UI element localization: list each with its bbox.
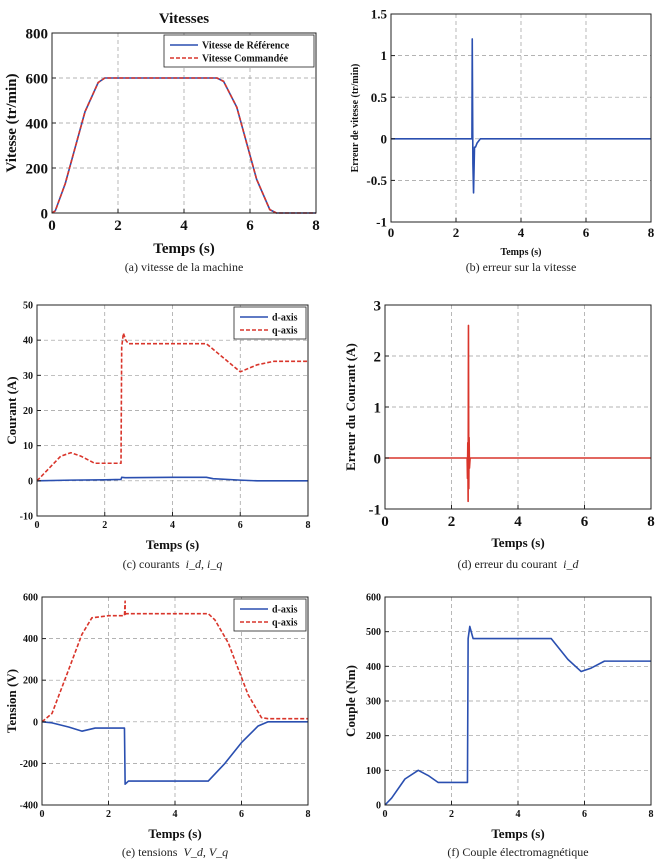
legend-label: d-axis: [272, 312, 298, 324]
x-tick-label: 6: [582, 225, 590, 240]
x-axis-label: Temps (s): [491, 535, 545, 550]
x-tick-label: 8: [647, 514, 655, 530]
x-tick-label: 8: [312, 218, 320, 234]
y-tick-label: 100: [366, 765, 381, 777]
caption-text: (d) erreur du courant: [457, 557, 558, 571]
caption-text: (e) tensions: [121, 845, 178, 859]
y-tick-label: 0: [28, 476, 33, 488]
y-tick-label: 0: [373, 451, 381, 468]
legend: [234, 599, 306, 631]
x-axis-label: Temps (s): [153, 241, 215, 257]
y-tick-label: 0: [376, 800, 381, 812]
y-tick-label: 30: [23, 370, 33, 382]
legend-label: Vitesse de Référence: [202, 40, 290, 52]
x-tick-label: 2: [102, 520, 108, 531]
legend-label: q-axis: [272, 325, 298, 337]
x-axis-label: Temps (s): [145, 537, 200, 552]
y-axis-label: Vitesse (tr/min): [4, 73, 20, 173]
x-tick-label: 6: [239, 809, 244, 820]
y-tick-label: -0.5: [366, 172, 387, 188]
y-tick-label: 10: [23, 441, 33, 453]
y-tick-label: 50: [23, 300, 33, 312]
chart-panel-2: [4, 301, 311, 572]
x-tick-label: 8: [647, 225, 655, 240]
x-axis-label: Temps (s): [148, 826, 202, 841]
y-axis-label: Couple (Nm): [343, 665, 358, 737]
y-tick-label: 0.5: [370, 89, 387, 105]
figure-caption: [123, 557, 223, 571]
x-tick-label: 0: [381, 514, 389, 530]
chart-panel-5: [343, 593, 654, 860]
legend-label: q-axis: [272, 617, 298, 629]
y-tick-label: 0: [380, 131, 387, 147]
y-tick-label: 1: [373, 400, 381, 417]
caption-text: (f) Couple électromagnétique: [447, 845, 589, 859]
y-tick-label: 20: [23, 406, 33, 417]
legend: [234, 307, 306, 339]
x-tick-label: 8: [305, 809, 311, 820]
x-tick-label: 6: [582, 809, 587, 820]
y-tick-label: -400: [19, 800, 38, 812]
y-axis-label: Tension (V): [4, 668, 19, 734]
y-tick-label: 200: [23, 675, 38, 687]
caption-text: (c) courants: [122, 557, 180, 571]
y-tick-label: 3: [373, 298, 381, 315]
y-tick-label: 40: [23, 335, 33, 347]
x-tick-label: 0: [34, 520, 40, 531]
x-tick-label: 0: [39, 809, 45, 820]
caption-math: V_d, V_q: [183, 845, 229, 859]
x-tick-label: 6: [580, 514, 589, 530]
y-tick-label: 200: [25, 161, 48, 178]
x-tick-label: 8: [648, 809, 654, 820]
y-tick-label: -10: [19, 511, 33, 523]
figure-caption: [122, 845, 228, 859]
x-axis-label: Temps (s): [500, 247, 542, 258]
x-tick-label: 4: [517, 225, 525, 240]
caption-text: (a) vitesse de la machine: [124, 260, 244, 274]
x-tick-label: 2: [106, 809, 111, 820]
x-tick-label: 4: [172, 809, 178, 820]
chart-panel-0: [4, 11, 320, 274]
y-tick-label: 600: [366, 592, 381, 604]
y-tick-label: -200: [19, 758, 38, 770]
y-tick-label: 2: [373, 349, 381, 366]
caption-math: i_d: [563, 557, 579, 571]
x-tick-label: 4: [515, 809, 521, 820]
x-tick-label: 2: [114, 218, 122, 234]
y-tick-label: 1: [380, 48, 387, 64]
y-tick-label: 400: [366, 661, 381, 673]
caption-text: (b) erreur sur la vitesse: [465, 260, 577, 274]
y-tick-label: 400: [23, 634, 38, 646]
chart-panel-1: [350, 7, 655, 274]
x-tick-label: 8: [305, 520, 311, 531]
y-tick-label: -1: [368, 502, 381, 519]
chart-panel-4: [4, 593, 311, 860]
y-axis-label: Erreur de vitesse (tr/min): [350, 63, 361, 173]
x-axis-label: Temps (s): [491, 826, 545, 841]
y-tick-label: -1: [376, 214, 387, 230]
y-tick-label: 0: [33, 717, 38, 729]
x-tick-label: 2: [452, 225, 460, 240]
figure-caption: [466, 260, 577, 274]
chart-panel-3: [343, 298, 655, 571]
x-tick-label: 2: [447, 514, 456, 530]
x-tick-label: 0: [382, 809, 388, 820]
x-tick-label: 4: [180, 218, 188, 234]
y-tick-label: 200: [366, 731, 381, 743]
y-tick-label: 600: [23, 592, 38, 604]
figure-caption: [447, 845, 588, 859]
chart-title: Vitesses: [158, 11, 210, 27]
legend-label: Vitesse Commandée: [202, 53, 289, 65]
x-tick-label: 6: [237, 520, 243, 531]
legend-label: d-axis: [272, 604, 298, 616]
y-tick-label: 600: [25, 71, 48, 88]
y-axis-label: Courant (A): [4, 376, 19, 445]
y-axis-label: Erreur du Courant (A): [343, 343, 358, 471]
y-tick-label: 0: [40, 206, 48, 223]
y-tick-label: 400: [25, 116, 48, 133]
legend: [164, 35, 314, 67]
y-tick-label: 1.5: [370, 6, 387, 22]
x-tick-label: 0: [48, 218, 56, 234]
y-tick-label: 500: [366, 627, 381, 639]
x-tick-label: 0: [387, 225, 395, 240]
x-tick-label: 4: [170, 520, 175, 531]
x-tick-label: 4: [514, 514, 522, 530]
x-tick-label: 6: [246, 218, 254, 234]
figure-caption: [458, 557, 580, 571]
x-tick-label: 2: [449, 809, 454, 820]
figure-caption: [125, 260, 244, 274]
y-tick-label: 300: [366, 696, 381, 708]
caption-math: i_d, i_q: [185, 557, 223, 571]
y-tick-label: 800: [25, 26, 48, 43]
